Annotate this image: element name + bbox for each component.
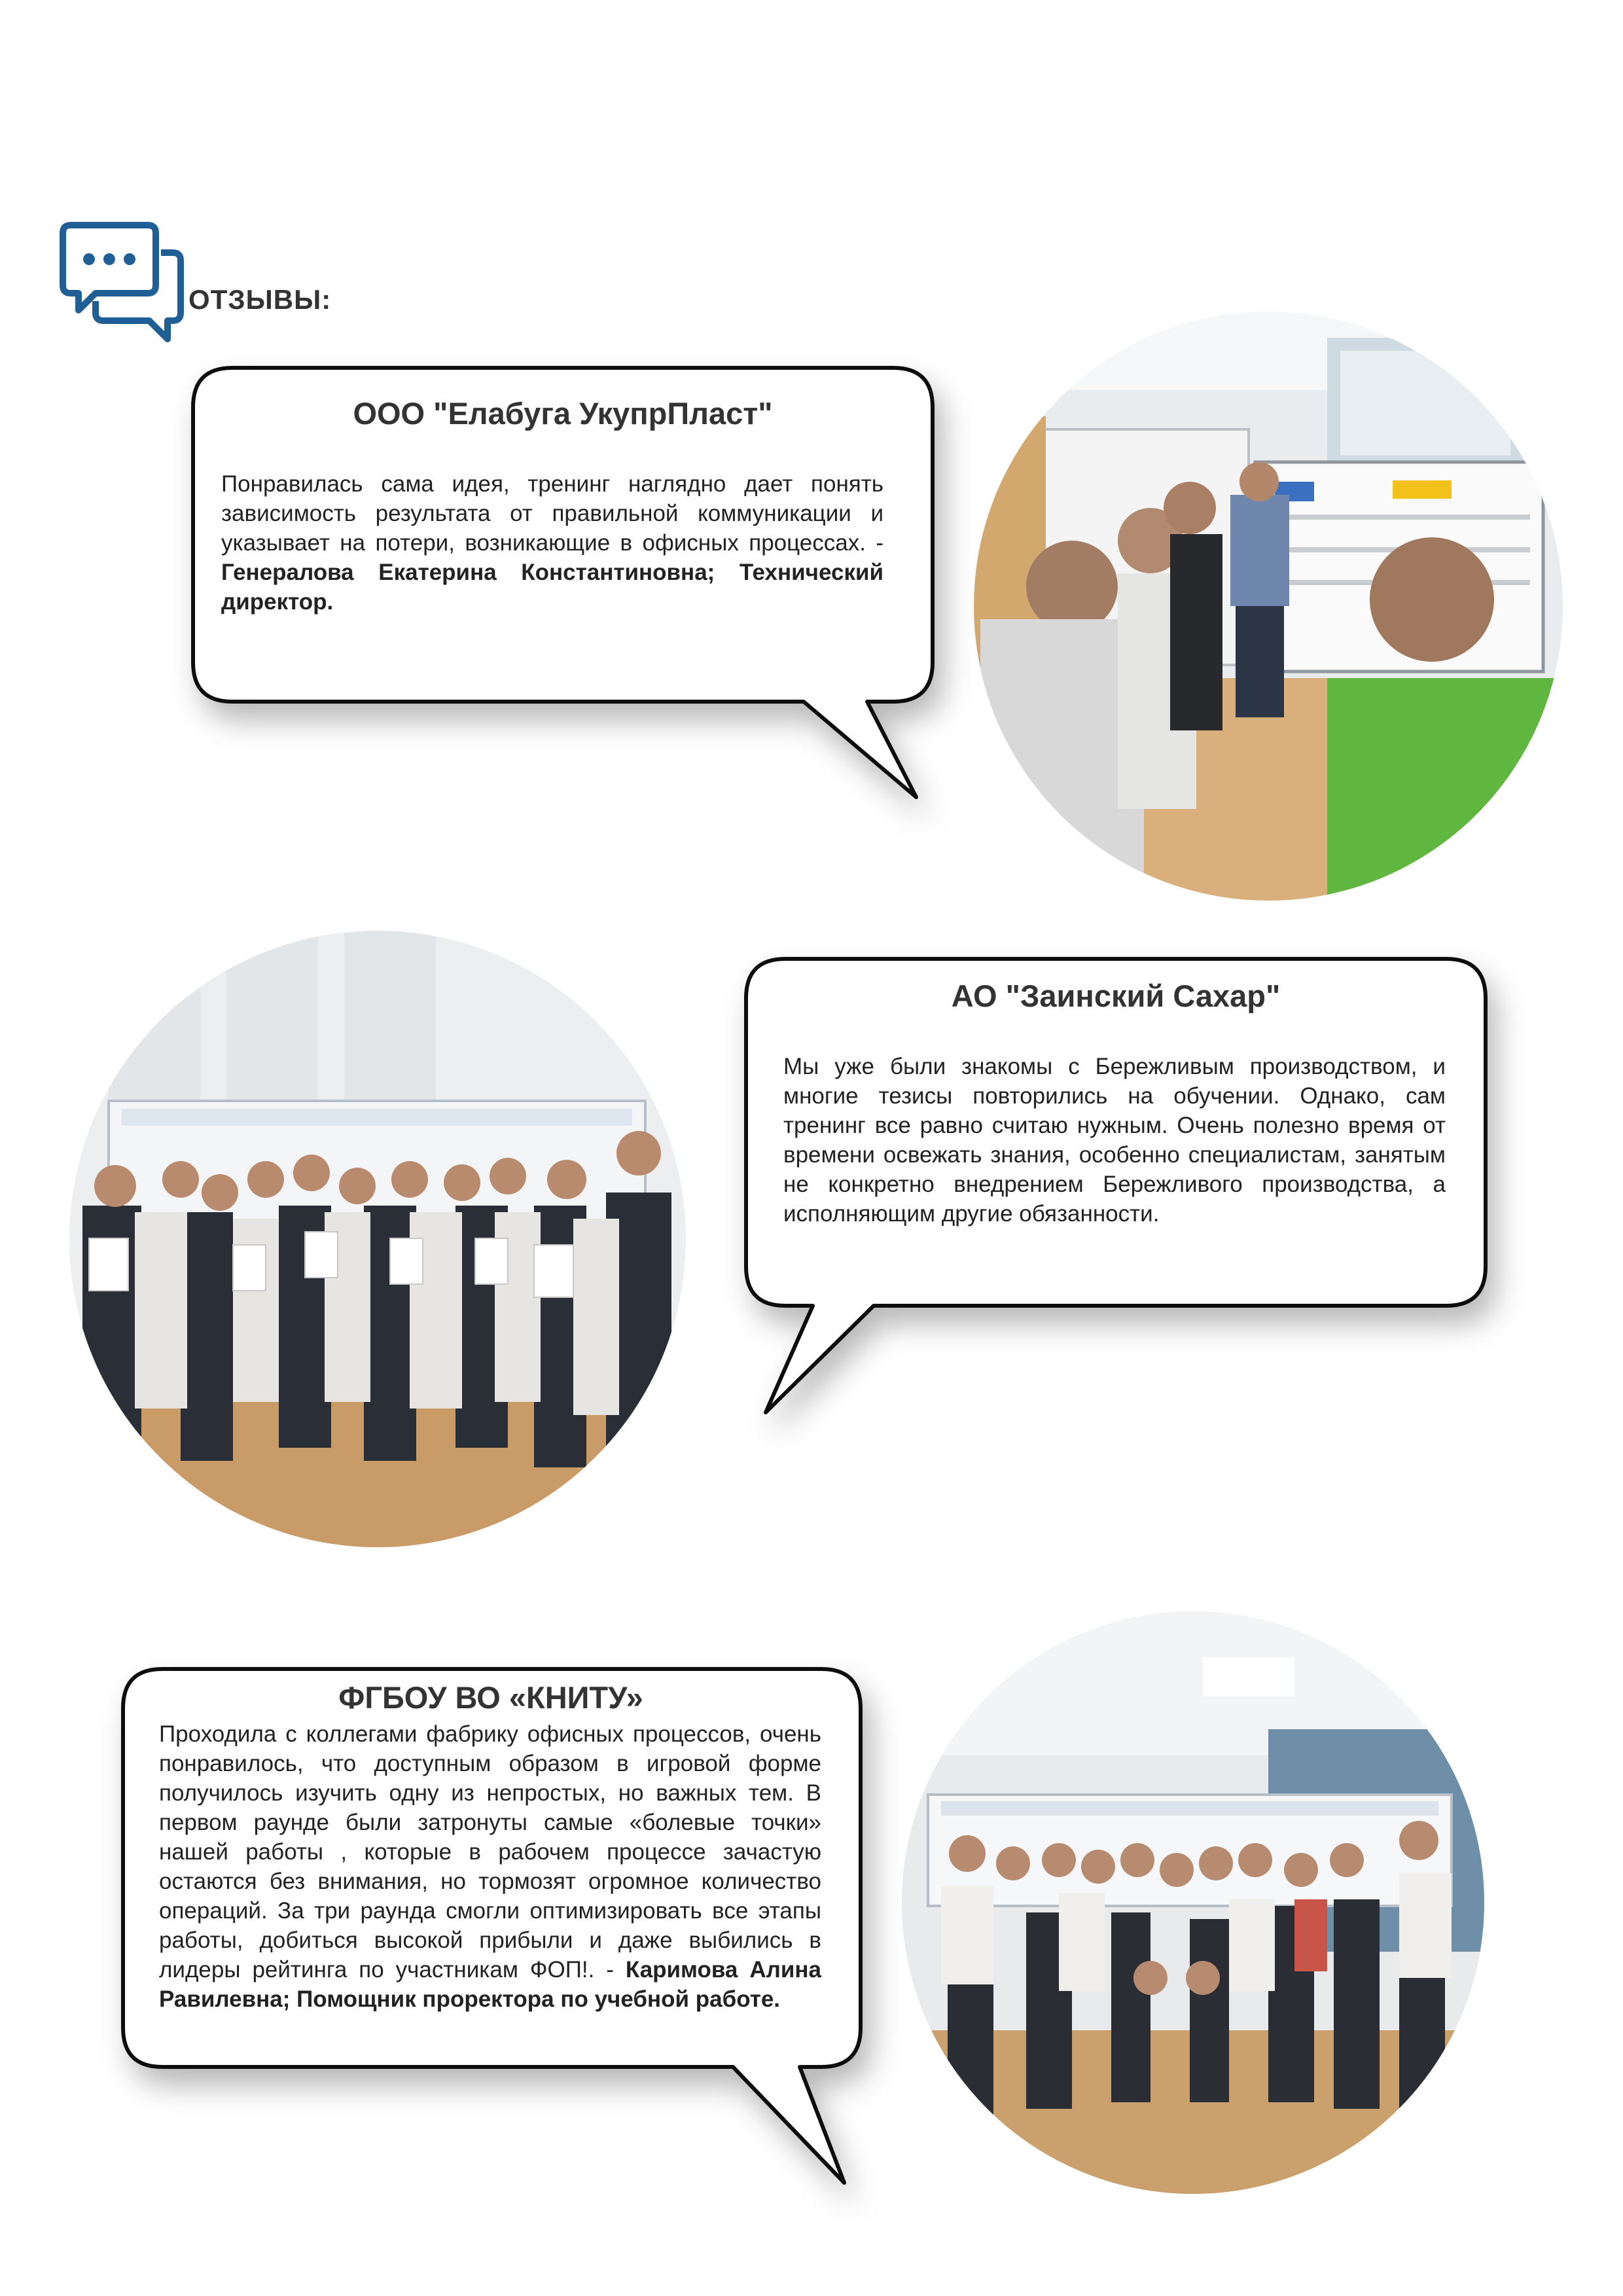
review-2-text bbox=[783, 1052, 1446, 1229]
review-1-text bbox=[221, 469, 883, 617]
review-2-body: Мы уже были знакомы с Бережливым производством, и многие тезисы повторились на обучении. Однако, сам тренинг все равно считаю нужным. Очень полезно время от времени освежать знания, особенно специалистам, занятым не конкретно внедрением Бережливого производства, а исполняющим другие обязанности. bbox=[783, 1054, 1446, 1227]
review-2-company: АО "Заинский Сахар" bbox=[951, 978, 1281, 1013]
review-1-body: Понравилась сама идея, тренинг наглядно дает понять зависимость результата от правильной коммуникации и указывает на потери, возникающие в офисных процессах. - bbox=[221, 471, 883, 556]
section-title: ОТЗЫВЫ: bbox=[188, 284, 332, 315]
review-1-company: ООО "Елабуга УкупрПласт" bbox=[353, 396, 773, 431]
review-3-text bbox=[159, 1719, 821, 2014]
review-3-signature: Каримова Алина Равилевна; Помощник проректора по учебной работе. bbox=[159, 1957, 821, 2012]
photo-group-certificates bbox=[69, 931, 686, 1547]
review-1-signature: Генералова Екатерина Константиновна; Технический директор. bbox=[221, 560, 883, 615]
photo-whiteboard-session bbox=[974, 312, 1563, 901]
review-3-body: Проходила с коллегами фабрику офисных процессов, очень понравилось, что доступным образом в игровой форме получилось изучить одну из непростых, но важных тем. В первом раунде были затронуты самые «болевые точки» нашей работы , которые в рабочем процессе зачастую остаются без внимания, но тормозят огромное количество операций. За три раунда смогли оптимизировать все этапы работы, добиться высокой прибыли и даже выбились в лидеры рейтинга по участникам ФОП!. - bbox=[159, 1721, 821, 1982]
review-3-company: ФГБОУ ВО «КНИТУ» bbox=[338, 1680, 643, 1715]
photo-large-group bbox=[902, 1611, 1484, 2194]
